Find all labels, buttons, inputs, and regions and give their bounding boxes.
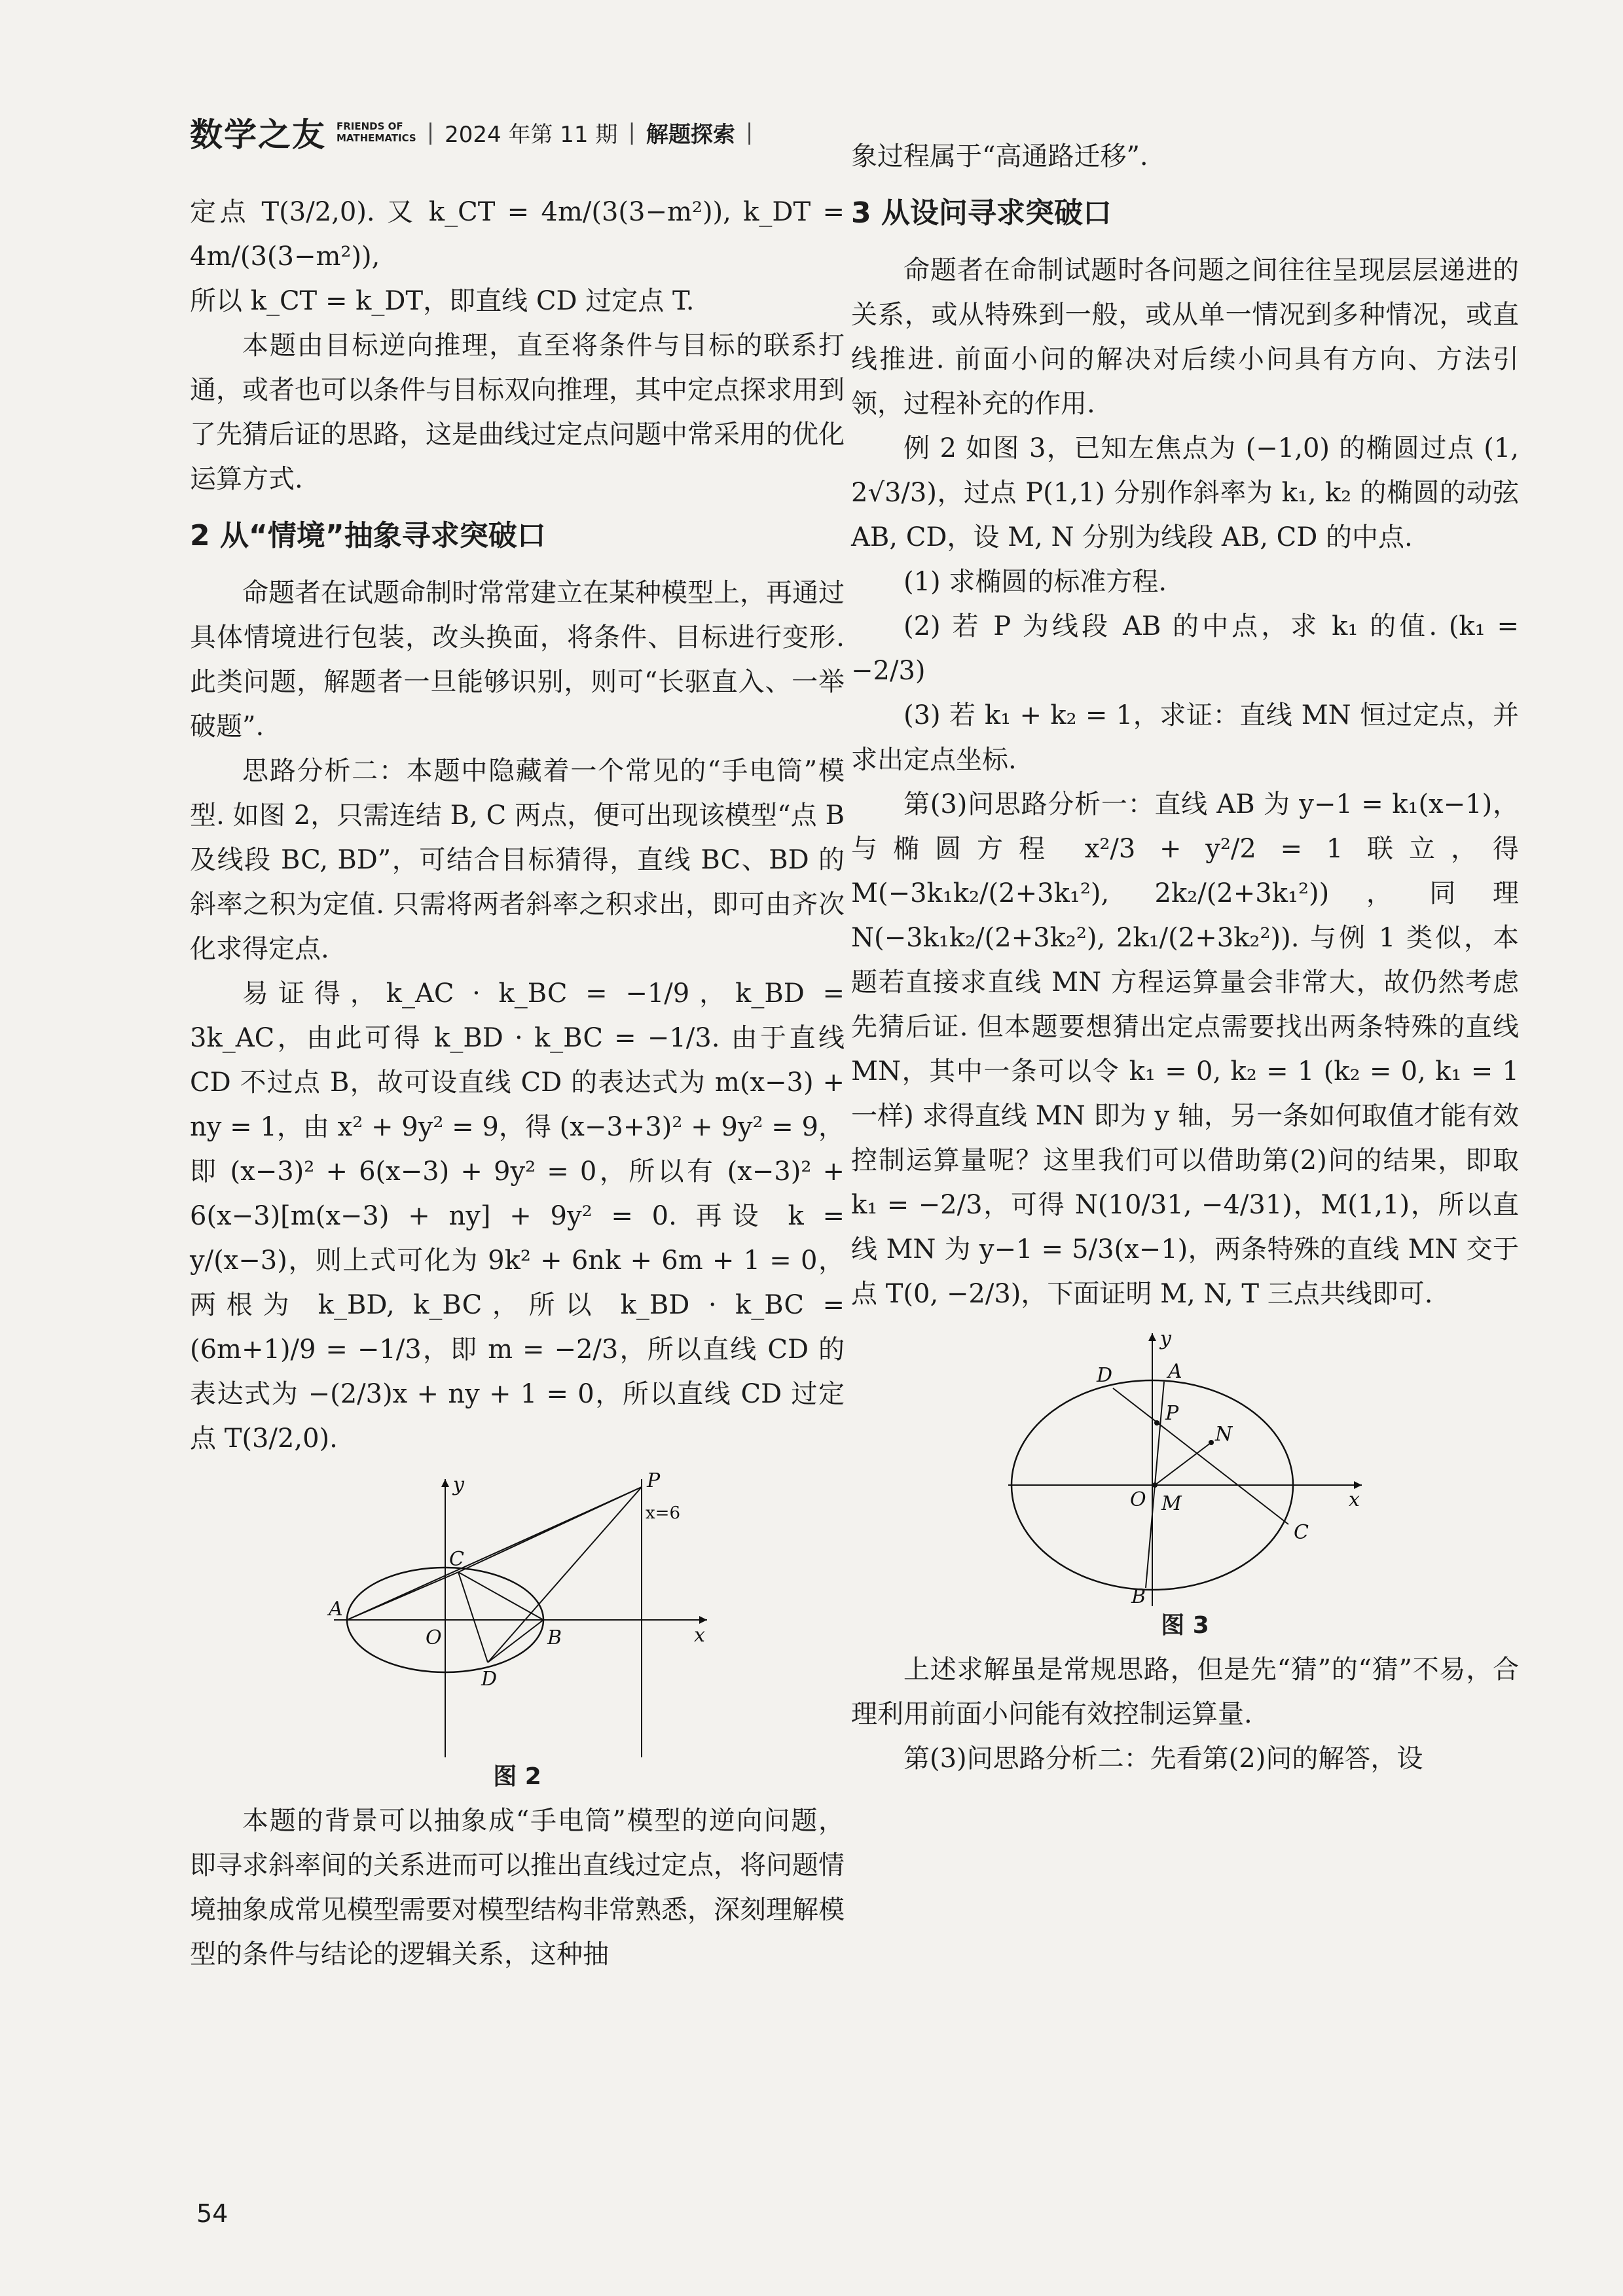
label-x: x <box>1349 1488 1360 1511</box>
label-y: y <box>1160 1328 1171 1350</box>
label-N: N <box>1215 1423 1233 1446</box>
paragraph: 本题由目标逆向推理，直至将条件与目标的联系打通，或者也可以条件与目标双向推理，其中定点探求用到了先猜后证的思路，这是曲线过定点问题中常采用的优化运算方式. <box>190 331 845 494</box>
figure-3-diagram <box>1002 1328 1368 1609</box>
section-label: 解题探索 <box>646 121 735 148</box>
page-number: 54 <box>196 2199 228 2228</box>
line-MN <box>1155 1443 1211 1485</box>
section-heading: 2 从“情境”抽象寻求突破口 <box>190 519 546 552</box>
label-O: O <box>1130 1488 1146 1511</box>
point-N <box>1209 1440 1214 1445</box>
point-M <box>1152 1482 1158 1488</box>
paragraph: 例 2 如图 3，已知左焦点为 (−1,0) 的椭圆过点 (1, 2√3/3)，过点 P(1,1) 分别作斜率为 k₁, k₂ 的椭圆的动弦 AB, CD，设 M, N 分别为线段 AB, CD 的中点. <box>851 433 1519 552</box>
logo-en-line-2: MATHEMATICS <box>337 132 416 144</box>
page-header <box>190 113 845 152</box>
journal-logo-english <box>337 120 416 144</box>
issue-label: 2024 年第 11 期 <box>445 121 618 148</box>
header-separator: | <box>628 119 636 145</box>
point-P <box>1154 1420 1159 1426</box>
label-P: P <box>647 1473 661 1492</box>
figure-2-diagram <box>321 1473 714 1761</box>
label-P: P <box>1165 1402 1179 1425</box>
label-A: A <box>329 1598 343 1621</box>
label-D: D <box>481 1668 498 1691</box>
header-separator: | <box>426 119 435 145</box>
label-y: y <box>453 1473 464 1496</box>
segment-AC <box>347 1572 458 1620</box>
label-M: M <box>1161 1492 1182 1515</box>
figure-2 <box>321 1473 714 1761</box>
paragraph: 定点 T(3/2,0). 又 k_CT = 4m/(3(3−m²)), k_DT = 4m/(3(3−m²)), <box>190 197 845 272</box>
figure-3 <box>1002 1328 1368 1609</box>
label-D: D <box>1097 1364 1113 1387</box>
line-CP <box>458 1487 642 1572</box>
paragraph: 第(3)问思路分析二：先看第(2)问的解答，设 <box>903 1744 1423 1774</box>
label-C: C <box>1294 1521 1309 1544</box>
paragraph: 思路分析二：本题中隐藏着一个常见的“手电筒”模型. 如图 2，只需连结 B, C 两点，便可出现该模型“点 B 及线段 BC, BD”，可结合目标猜得，直线 BC、BD 的斜率之积为定值. 只需将两者斜率之积求出，即可由齐次化求得定点. <box>190 756 845 964</box>
label-B: B <box>1131 1585 1146 1608</box>
left-column <box>190 190 845 1977</box>
right-column <box>851 134 1519 1781</box>
label-C: C <box>449 1548 464 1571</box>
figure-2-caption: 图 2 <box>493 1763 541 1790</box>
question-2: (2) 若 P 为线段 AB 的中点，求 k₁ 的值. (k₁ = −2/3) <box>851 611 1519 686</box>
paragraph: 第(3)问思路分析一：直线 AB 为 y−1 = k₁(x−1)，与椭圆方程 x²/3 + y²/2 = 1 联立，得 M(−3k₁k₂/(2+3k₁²), 2k₂/(2+3k₁²))，同理 N(−3k₁k₂/(2+3k₂²), 2k₁/(2+3k₂²)). 与例 1 类似，本题若直接求直线 MN 方程运算量会非常大，故仍然考虑先猜后证. 但本题要想猜出定点需要找出两条特殊的直线 MN，其中一条可以令 k₁ = 0, k₂ = 1 (k₂ = 0, k₁ = 1 一样) 求得直线 MN 即为 y 轴，另一条如何取值才能有效控制运算量呢？这里我们可以借助第(2)问的结果，即取 k₁ = −2/3，可得 N(10/31, −4/31)，M(1,1)，所以直线 MN 为 y−1 = 5/3(x−1)，两条特殊的直线 MN 交于点 T(0, −2/3)，下面证明 M, N, T 三点共线即可. <box>851 789 1519 1309</box>
paragraph: 易证得，k_AC · k_BC = −1/9，k_BD = 3k_AC，由此可得 k_BD · k_BC = −1/3. 由于直线 CD 不过点 B，故可设直线 CD 的表达式为 m(x−3) + ny = 1，由 x² + 9y² = 9，得 (x−3+3)² + 9y² = 9，即 (x−3)² + 6(x−3) + 9y² = 0，所以有 (x−3)² + 6(x−3)[m(x−3) + ny] + 9y² = 0. 再设 k = y/(x−3)，则上式可化为 9k² + 6nk + 6m + 1 = 0，两根为 k_BD, k_BC，所以 k_BD · k_BC = (6m+1)/9 = −1/3，即 m = −2/3，所以直线 CD 的表达式为 −(2/3)x + ny + 1 = 0，所以直线 CD 过定点 T(3/2,0). <box>190 978 845 1454</box>
label-B: B <box>547 1626 562 1649</box>
paragraph: 命题者在命制试题时各问题之间往往呈现层层递进的关系，或从特殊到一般，或从单一情况到多种情况，或直线推进. 前面小问的解决对后续小问具有方向、方法引领，过程补充的作用. <box>851 255 1519 419</box>
label-O: O <box>426 1626 442 1649</box>
label-A: A <box>1168 1360 1182 1383</box>
label-x-6: x=6 <box>646 1503 680 1523</box>
label-x: x <box>694 1624 705 1647</box>
paragraph: 象过程属于“高通路迁移”. <box>851 141 1148 171</box>
paragraph: 本题的背景可以抽象成“手电筒”模型的逆向问题，即寻求斜率间的关系进而可以推出直线过定点，将问题情境抽象成常见模型需要对模型结构非常熟悉，深刻理解模型的条件与结论的逻辑关系，这种抽 <box>190 1806 845 1969</box>
figure-3-caption: 图 3 <box>1161 1612 1209 1639</box>
logo-en-line-1: FRIENDS OF <box>337 120 403 132</box>
question-3: (3) 若 k₁ + k₂ = 1，求证：直线 MN 恒过定点，并求出定点坐标. <box>851 700 1519 775</box>
line-DP <box>488 1487 642 1662</box>
header-separator: | <box>745 119 754 145</box>
y-axis-arrow <box>1148 1333 1156 1341</box>
paragraph: 命题者在试题命制时常常建立在某种模型上，再通过具体情境进行包装，改头换面，将条件、目标进行变形. 此类问题，解题者一旦能够识别，则可“长驱直入、一举破题”. <box>190 578 845 742</box>
section-heading: 3 从设问寻求突破口 <box>851 196 1112 230</box>
journal-logo: 数学之友 <box>190 115 326 154</box>
paragraph: 上述求解虽是常规思路，但是先“猜”的“猜”不易，合理利用前面小问能有效控制运算量. <box>851 1655 1519 1729</box>
paragraph: 所以 k_CT = k_DT，即直线 CD 过定点 T. <box>190 286 695 316</box>
x-axis-arrow <box>699 1616 707 1624</box>
question-1: (1) 求椭圆的标准方程. <box>903 567 1167 597</box>
y-axis-arrow <box>441 1479 449 1487</box>
